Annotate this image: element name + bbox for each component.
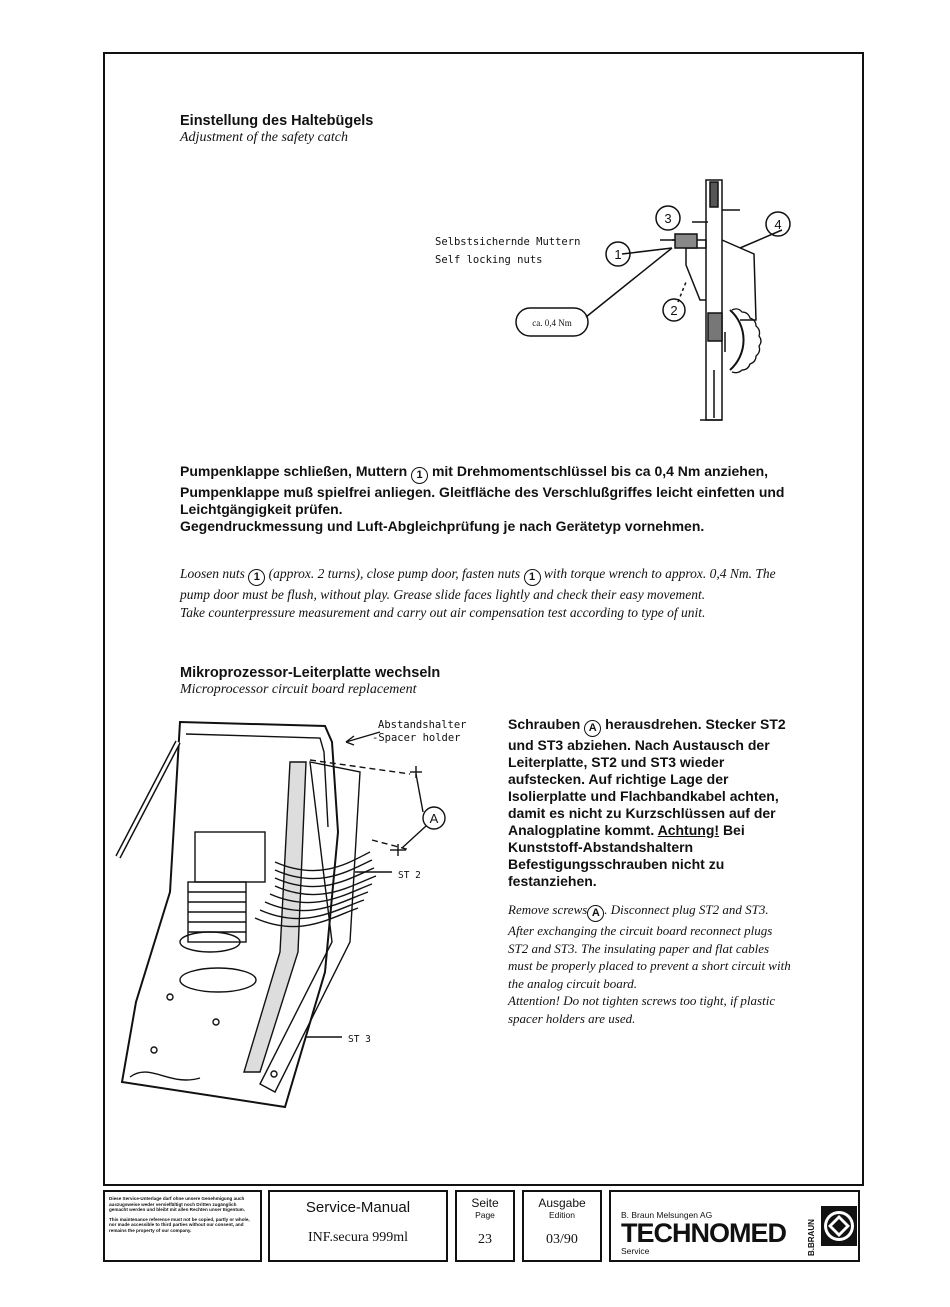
section1-title-en: Adjustment of the safety catch <box>180 130 348 145</box>
page-number: 23 <box>478 1232 492 1247</box>
footer-manual-box <box>268 1190 448 1262</box>
footer-legal-box <box>103 1190 262 1262</box>
legal-notice-en: This maintenance reference must not be copied, partly or whole, nor made accessible to third parties without our consent, and remains the property of our company. <box>109 1216 250 1233</box>
callout-4: 4 <box>774 217 782 232</box>
section1-title-de: Einstellung des Haltebügels <box>180 113 374 129</box>
section2-title-en: Microprocessor circuit board replacement <box>180 682 417 697</box>
st3-label: ST 3 <box>348 1034 371 1045</box>
page-label-en: Page <box>475 1210 495 1220</box>
callout-A: A <box>429 811 439 826</box>
service-label: Service <box>621 1246 650 1256</box>
callout-3: 3 <box>664 211 672 226</box>
legal-notice-de: Diese Service-Unterlage darf ohne unsere Genehmigung auch auszugsweise weder vervielfältigt noch Dritten zugänglich gemacht werden und bleibt mit allen Rechten unser Eigentum. <box>109 1196 246 1212</box>
footer-page-box <box>455 1190 515 1262</box>
st2-label: ST 2 <box>398 870 421 881</box>
company-name: B. Braun Melsungen AG <box>621 1210 713 1220</box>
callout-2: 2 <box>670 303 678 318</box>
nut-ref-circle-en1: 1 <box>248 569 265 586</box>
figure1-label-de: Selbstsichernde Muttern <box>435 236 581 248</box>
para1-german: Pumpenklappe schließen, Muttern 1 mit Drehmomentschlüssel bis ca 0,4 Nm anziehen, Pumpenklappe muß spielfrei anliegen. Gleitfläche des Verschlußgriffes leicht einfetten und Leichtgängigkeit prüfen. Gegendruckmessung und Luft-Abgleichprüfung je nach Gerätetyp vornehmen. <box>180 463 785 534</box>
screw-ref-circle: A <box>584 720 601 737</box>
nut-ref-circle: 1 <box>411 467 428 484</box>
edition-value: 03/90 <box>546 1232 578 1247</box>
warning-label: Achtung! <box>657 822 720 838</box>
edition-label-en: Edition <box>549 1210 575 1220</box>
braun-logo-icon <box>821 1206 857 1246</box>
braun-vertical-text: B.BRAUN <box>807 1219 816 1256</box>
brand-logo: TECHNOMED <box>621 1218 786 1248</box>
callout-1: 1 <box>614 247 622 262</box>
edition-label-de: Ausgabe <box>538 1196 586 1210</box>
footer-edition-box <box>522 1190 602 1262</box>
para2-german: Schrauben A herausdrehen. Stecker ST2 und ST3 abziehen. Nach Austausch der Leiterplatte, ST2 und ST3 wieder aufstecken. Auf richtige Lage der Isolierplatte und Flachbandkabel achten, damit es nicht zu Kurzschlüssen auf der Analogplatine kommt. Achtung! Bei Kunststoff-Abstandshaltern Befestigungsschrauben nicht zu festanziehen. <box>508 716 786 889</box>
para1-english: Loosen nuts 1 (approx. 2 turns), close pump door, fasten nuts 1 with torque wrench to approx. 0,4 Nm. The pump door must be flush, without play. Grease slide faces lightly and check their easy movement. Take counterpressure measurement and carry out air compensation test according to type of unit. <box>180 566 776 620</box>
nut-ref-circle-en2: 1 <box>524 569 541 586</box>
screw-ref-circle-en: A <box>587 905 604 922</box>
spacer-label-en: -Spacer holder <box>372 732 461 744</box>
figure1-label-en: Self locking nuts <box>435 254 543 266</box>
spacer-label-de: Abstandshalter <box>378 719 467 731</box>
manual-subtitle: INF.secura 999ml <box>308 1230 408 1245</box>
safety-catch-diagram <box>500 170 820 430</box>
torque-label: ca. 0,4 Nm <box>532 318 572 328</box>
footer-company-box <box>609 1190 860 1262</box>
circuit-board-diagram <box>110 712 490 1112</box>
para2-english: Remove screws A . Disconnect plug ST2 and ST3. After exchanging the circuit board reconnect plugs ST2 and ST3. The insulating paper and flat cables must be properly placed to prevent a short circuit with the analog circuit board. Attention! Do not tighten screws too tight, if plastic spacer holders are used. <box>508 902 791 1026</box>
manual-title: Service-Manual <box>305 1199 411 1216</box>
page-label-de: Seite <box>471 1196 499 1210</box>
section2-title-de: Mikroprozessor-Leiterplatte wechseln <box>180 665 441 681</box>
